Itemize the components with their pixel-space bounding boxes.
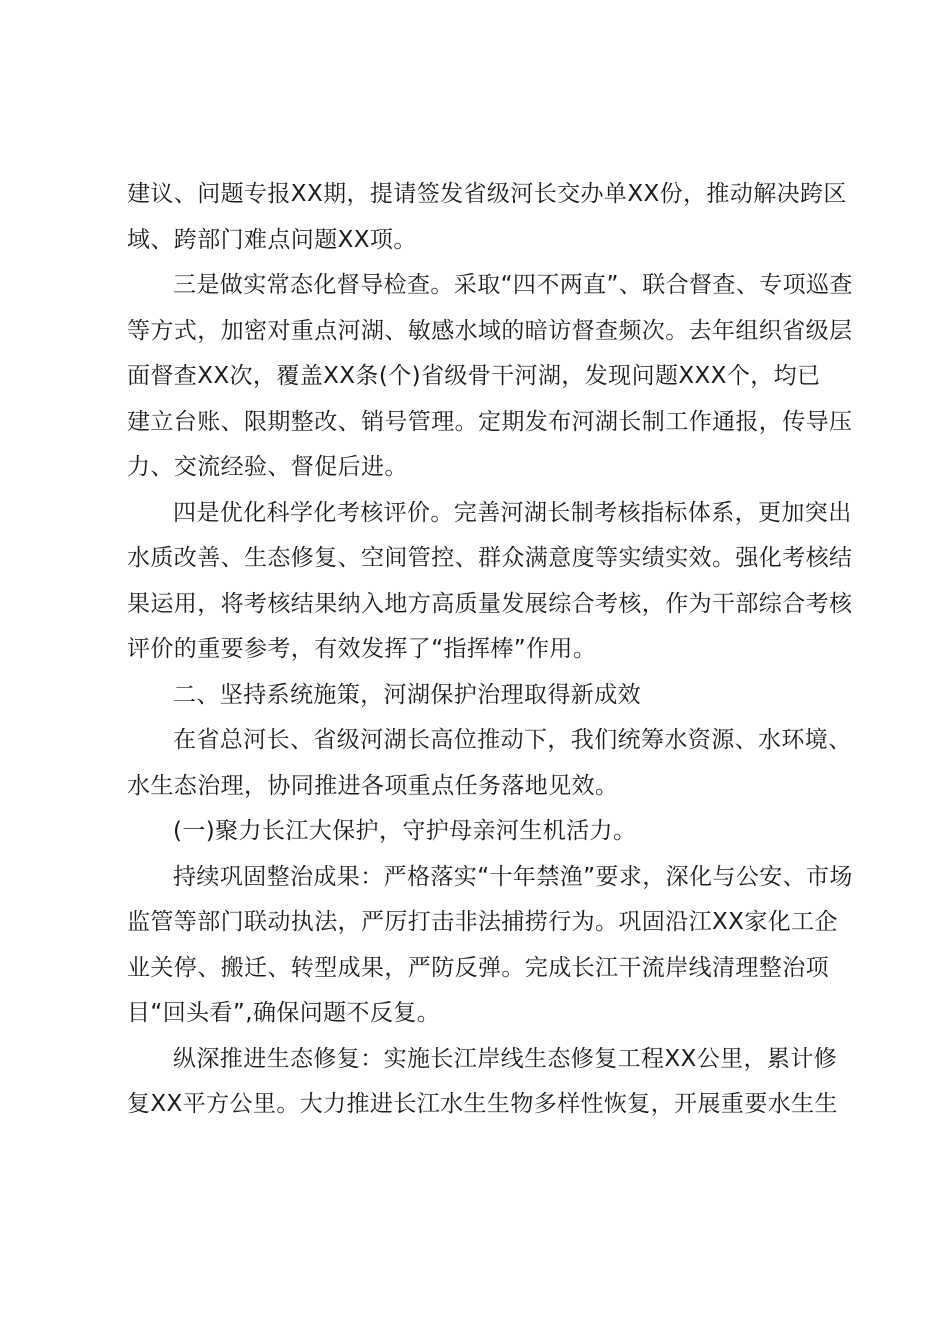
paragraph-start-line: 四是优化科学化考核评价。完善河湖长制考核指标体系，更加突出 [173,499,852,526]
text-line: 复XX平方公里。大力推进长江水生生物多样性恢复，开展重要水生生 [127,1091,838,1117]
text-line: 水质改善、生态修复、空间管控、群众满意度等实绩实效。强化考核结 [127,545,853,571]
text-line: 面督查XX次，覆盖XX条(个)省级骨干河湖，发现问题XXX个，均已 [127,363,821,389]
document-body [127,172,853,1128]
text-line: 水生态治理，协同推进各项重点任务落地见效。 [127,772,619,799]
text-line: 建议、问题专报XX期，提请签发省级河长交办单XX份，推动解决跨区 [127,181,847,207]
text-line: 建立台账、限期整改、销号管理。定期发布河湖长制工作通报，传导压 [127,408,853,435]
paragraph-start-line: 纵深推进生态修复：实施长江岸线生态修复工程XX公里，累计修 [173,1045,838,1072]
text-line: 果运用，将考核结果纳入地方高质量发展综合考核，作为干部综合考核 [127,590,853,617]
text-line: 监管等部门联动执法，严厉打击非法捕捞行为。巩固沿江XX家化工企 [127,909,838,935]
paragraph-start-line: 在省总河长、省级河湖长高位推动下，我们统筹水资源、水环境、 [173,727,852,753]
text-line: 等方式，加密对重点河湖、敏感水域的暗访督查频次。去年组织省级层 [127,317,853,344]
subsection-heading: (一)聚力长江大保护，守护母亲河生机活力。 [173,818,637,844]
text-line: 目“回头看”,确保问题不反复。 [127,1000,441,1026]
paragraph-start-line: 三是做实常态化督导检查。采取“四不两直”、联合督查、专项巡查 [173,272,853,298]
text-line: 域、跨部门难点问题XX项。 [127,226,417,253]
paragraph-start-line: 持续巩固整治成果：严格落实“十年禁渔”要求，深化与公安、市场 [173,863,853,890]
text-line: 业关停、搬迁、转型成果，严防反弹。完成长江干流岸线清理整治项 [127,954,829,981]
text-line: 评价的重要参考，有效发挥了“指挥棒”作用。 [127,636,597,662]
section-heading: 二、坚持系统施策，河湖保护治理取得新成效 [173,681,641,708]
text-line: 力、交流经验、督促后进。 [127,454,408,480]
